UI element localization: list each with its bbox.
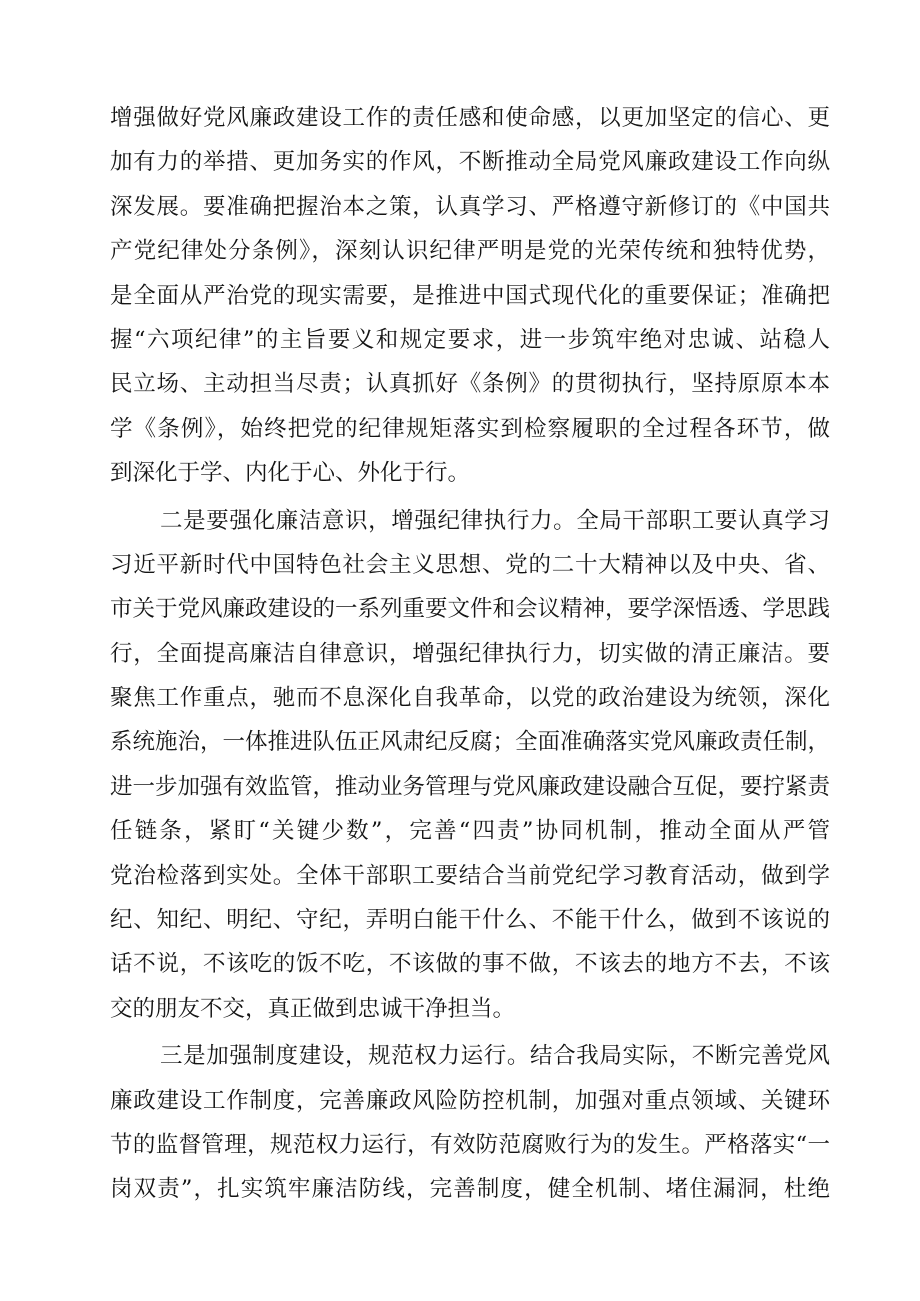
text-line: 到深化于学、内化于心、外化于行。 bbox=[110, 460, 471, 487]
text-line: 市关于党风廉政建设的一系列重要文件和会议精神，要学深悟透、学思践 bbox=[110, 596, 831, 623]
text-line: 系统施治，一体推进队伍正风肃纪反腐；全面准确落实党风廉政责任制， bbox=[110, 729, 831, 756]
text-line: 廉政建设工作制度，完善廉政风险防控机制，加强对重点领域、关键环 bbox=[110, 1087, 830, 1114]
paragraph-1 bbox=[110, 96, 830, 496]
text-line: 是全面从严治党的现实需要，是推进中国式现代化的重要保证；准确把 bbox=[110, 282, 830, 309]
text-line: 产党纪律处分条例》，深刻认识纪律严明是党的光荣传统和独特优势， bbox=[110, 238, 830, 265]
text-line: 二是要强化廉洁意识，增强纪律执行力。全局干部职工要认真学习 bbox=[160, 507, 830, 534]
text-line: 节的监督管理，规范权力运行，有效防范腐败行为的发生。严格落实“一 bbox=[110, 1131, 830, 1158]
text-line: 党治检落到实处。全体干部职工要结合当前党纪学习教育活动，做到学 bbox=[110, 862, 830, 889]
text-line: 纪、知纪、明纪、守纪，弄明白能干什么、不能干什么，做到不该说的 bbox=[110, 907, 830, 934]
text-line: 进一步加强有效监管，推动业务管理与党风廉政建设融合互促，要拧紧责 bbox=[110, 773, 831, 800]
text-line: 三是加强制度建设，规范权力运行。结合我局实际，不断完善党风 bbox=[160, 1043, 830, 1070]
text-line: 岗双责”，扎实筑牢廉洁防线，完善制度，健全机制、堵住漏洞，杜绝 bbox=[110, 1176, 830, 1203]
text-line: 聚焦工作重点，驰而不息深化自我革命，以党的政治建设为统领，深化 bbox=[110, 685, 830, 712]
text-line: 深发展。要准确把握治本之策，认真学习、严格遵守新修订的《中国共 bbox=[110, 193, 830, 220]
text-line: 话不说，不该吃的饭不吃，不该做的事不做，不该去的地方不去，不该 bbox=[110, 951, 830, 978]
text-line: 握“六项纪律”的主旨要义和规定要求，进一步筑牢绝对忠诚、站稳人 bbox=[110, 326, 830, 353]
text-line: 行，全面提高廉洁自律意识，增强纪律执行力，切实做的清正廉洁。要 bbox=[110, 640, 830, 667]
paragraph-3 bbox=[110, 1034, 830, 1212]
text-line: 习近平新时代中国特色社会主义思想、党的二十大精神以及中央、省、 bbox=[110, 551, 830, 578]
document-body bbox=[110, 96, 830, 1212]
text-line: 加有力的举措、更加务实的作风，不断推动全局党风廉政建设工作向纵 bbox=[110, 149, 830, 176]
paragraph-2 bbox=[110, 499, 830, 1032]
text-line: 学《条例》，始终把党的纪律规矩落实到检察履职的全过程各环节，做 bbox=[110, 415, 830, 442]
text-line: 交的朋友不交，真正做到忠诚干净担当。 bbox=[110, 995, 516, 1022]
text-line: 民立场、主动担当尽责；认真抓好《条例》的贯彻执行，坚持原原本本 bbox=[110, 371, 830, 398]
text-line: 增强做好党风廉政建设工作的责任感和使命感，以更加坚定的信心、更 bbox=[110, 105, 830, 131]
text-line: 任链条，紧盯“关键少数”，完善“四责”协同机制，推动全面从严管 bbox=[110, 818, 830, 845]
